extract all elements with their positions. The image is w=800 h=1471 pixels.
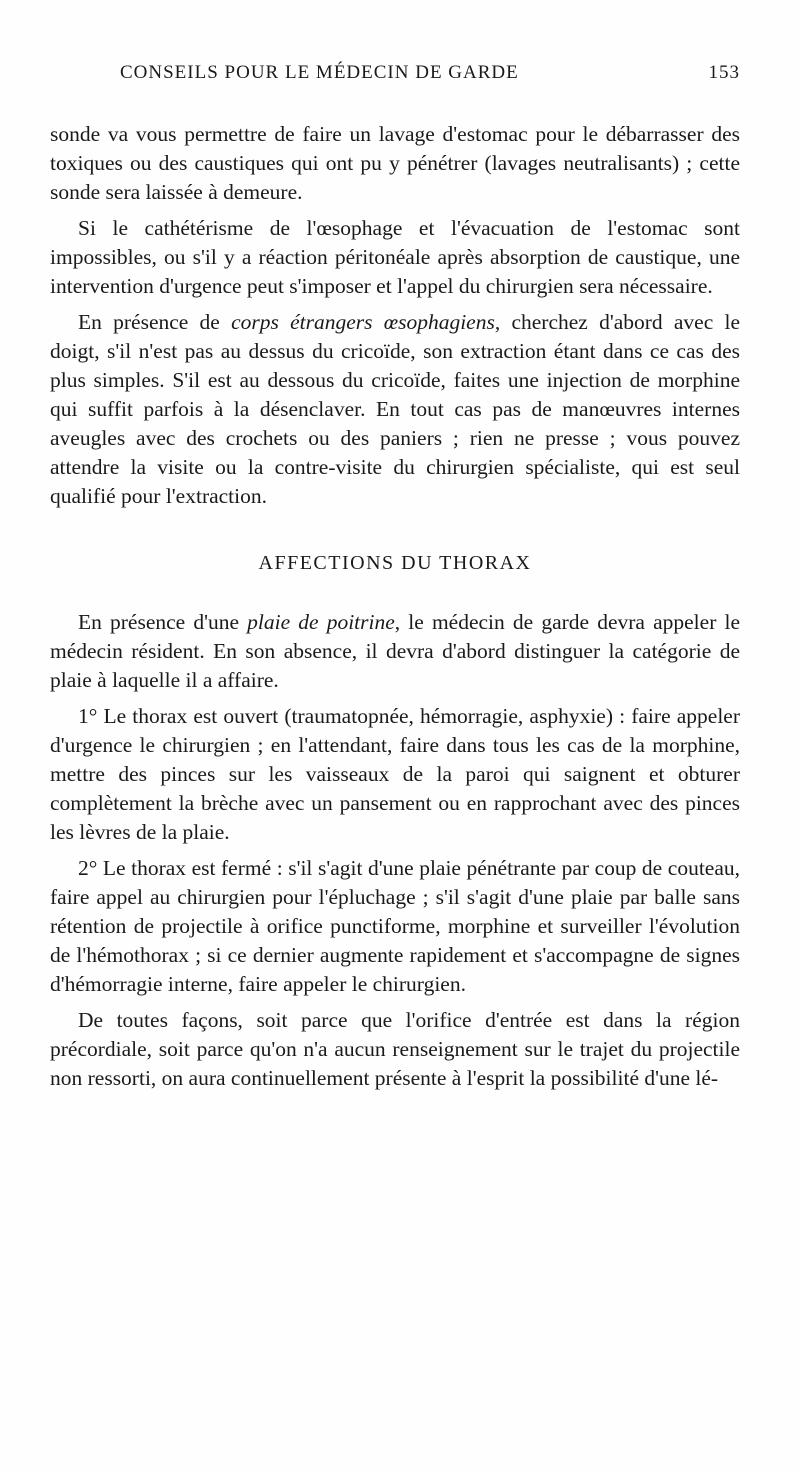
- paragraph-open-thorax: 1° Le thorax est ouvert (traumatopnée, hémorragie, asphyxie) : faire appeler d'urgence le chirurgien ; en l'attendant, faire dans tous les cas de la morphine, mettre des pinces sur les vaisseaux de la paroi qui saignent et obturer complètement la brèche avec un pansement ou en rapprochant avec des pinces les lèvres de la plaie.: [50, 704, 740, 844]
- paragraph-chest-wound: [50, 608, 740, 695]
- paragraph-chest-wound-rest: , le médecin de garde devra appeler le médecin résident. En son absence, il devra d'abord distinguer la catégorie de plaie à laquelle il a affaire.: [50, 610, 741, 692]
- paragraph-precordial: De toutes façons, soit parce que l'orifice d'entrée est dans la région précordiale, soit parce qu'on n'a aucun renseignement sur le trajet du projectile non ressorti, on aura continuellement présente à l'esprit la possibilité d'une lé-: [50, 1008, 740, 1090]
- paragraph-foreign-bodies: [50, 308, 740, 511]
- section-heading: AFFECTIONS DU THORAX: [258, 552, 532, 574]
- paragraph-chest-wound-italic: plaie de poitrine: [247, 610, 395, 634]
- paragraph-foreign-bodies-italic: corps étrangers œsophagiens: [231, 310, 495, 334]
- running-head: [120, 62, 740, 92]
- running-title: CONSEILS POUR LE MÉDECIN DE GARDE: [120, 62, 519, 83]
- paragraph-foreign-bodies-rest: , cherchez d'abord avec le doigt, s'il n'est pas au dessus du cricoïde, son extraction étant dans ce cas des plus simples. S'il est au dessous du cricoïde, faites une injection de morphine qui suffit parfois à la désenclaver. En tout cas pas de manœuvres internes aveugles avec des crochets ou des paniers ; rien ne presse ; vous pouvez attendre la visite ou la contre-visite du chirurgien spécialiste, qui est seul qualifié pour l'extraction.: [50, 310, 741, 508]
- paragraph-foreign-bodies-lead: En présence de: [78, 310, 232, 334]
- paragraph-catheterism: Si le cathétérisme de l'œsophage et l'évacuation de l'estomac sont impossibles, ou s'il y a réaction péritonéale après absorption de caustique, une intervention d'urgence peut s'imposer et l'appel du chirurgien sera nécessaire.: [50, 216, 740, 298]
- page-number: 153: [708, 62, 740, 83]
- paragraph-closed-thorax: 2° Le thorax est fermé : s'il s'agit d'une plaie pénétrante par coup de couteau, faire appel au chirurgien pour l'épluchage ; s'il s'agit d'une plaie par balle sans rétention de projectile à orifice punctiforme, morphine et surveiller l'évolution de l'hémothorax ; si ce dernier augmente rapidement et s'accompagne de signes d'hémorragie interne, faire appeler le chirurgien.: [50, 856, 740, 996]
- body-text: [50, 120, 740, 1093]
- paragraph-chest-wound-lead: En présence d'une: [78, 610, 248, 634]
- paragraph-stomach-lavage: sonde va vous permettre de faire un lavage d'estomac pour le débarrasser des toxiques ou des caustiques qui ont pu y pénétrer (lavages neutralisants) ; cette sonde sera laissée à demeure.: [50, 122, 740, 204]
